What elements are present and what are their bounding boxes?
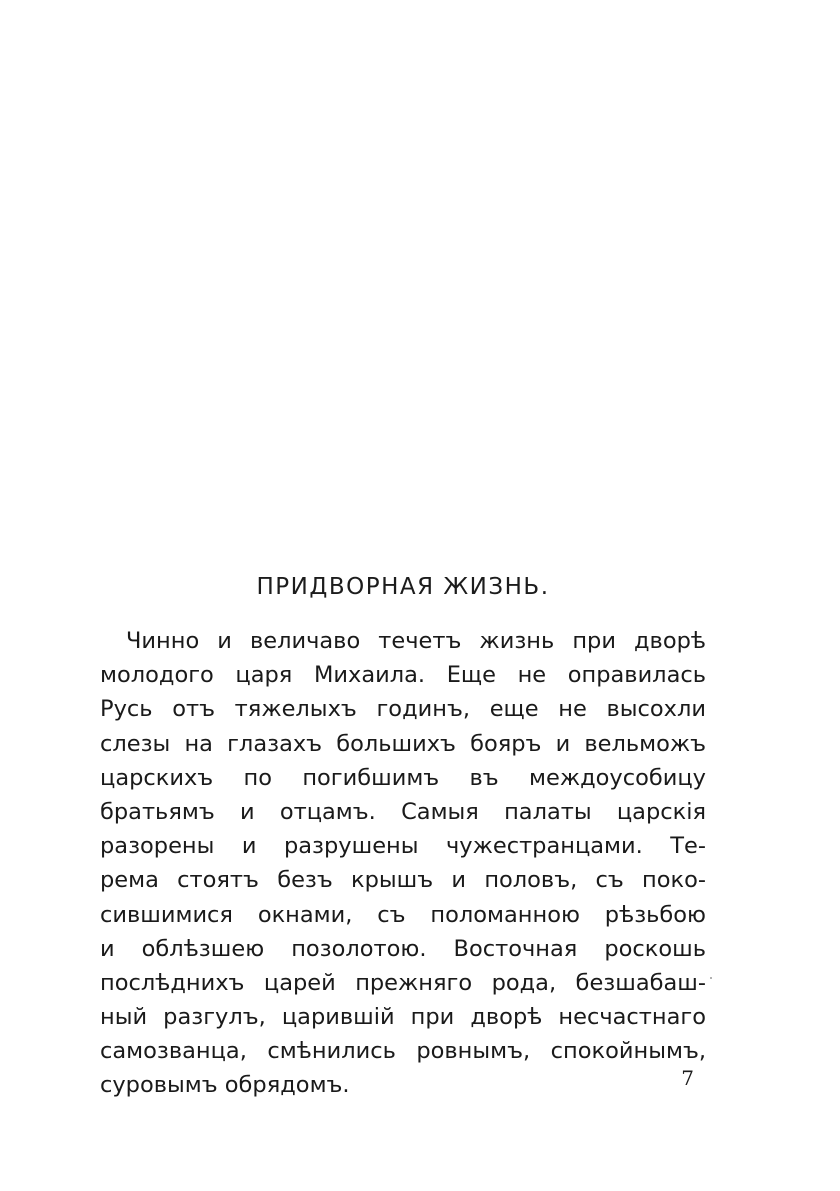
text-line: рема стоятъ безъ крышъ и половъ, съ поко- [100,867,706,894]
text-line: братьямъ и отцамъ. Самыя палаты царскія [100,798,706,825]
text-line: самозванца, смѣнились ровнымъ, спокойнымъ, [100,1038,706,1065]
page-number: 7 [681,1066,694,1090]
text-line: слезы на глазахъ большихъ бояръ и вельможъ [100,730,706,757]
chapter-body [100,624,706,1103]
print-speck [710,977,712,979]
text-line: молодого царя Михаила. Еще не оправилась [100,662,706,689]
chapter-title: ПРИДВОРНАЯ ЖИЗНЬ. [256,574,550,600]
text-line: царскихъ по погибшимъ въ междоусобицу [100,764,706,791]
text-line: сившимися окнами, съ поломанною рѣзьбою [100,901,706,928]
text-line: разорены и разрушены чужестранцами. Те- [100,833,706,860]
text-line: послѣднихъ царей прежняго рода, безшабаш- [100,969,706,996]
text-line: Чинно и величаво течетъ жизнь при дворѣ [126,628,706,654]
text-line: суровымъ обрядомъ. [100,1072,350,1099]
text-line: ный разгулъ, царившій при дворѣ несчастнаго [100,1004,706,1031]
text-line: и облѣзшею позолотою. Восточная роскошь [100,935,706,962]
text-line: Русь отъ тяжелыхъ годинъ, еще не высохли [100,696,706,723]
